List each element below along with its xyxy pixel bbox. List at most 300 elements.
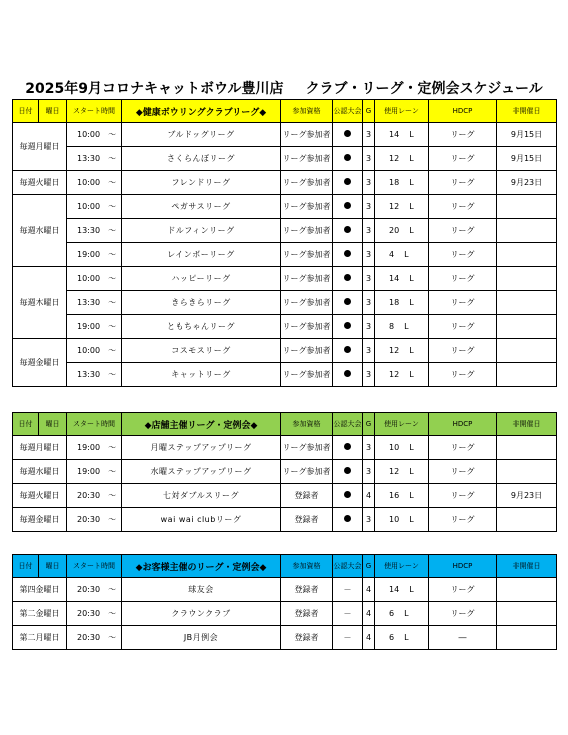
lane-cell <box>375 602 429 626</box>
start-time: 10:00 <box>77 346 101 355</box>
hdcp-cell: リーグ <box>429 243 497 267</box>
closed-date-cell <box>497 436 557 460</box>
closed-date-cell <box>497 315 557 339</box>
game-count: 3 <box>363 339 375 363</box>
official-cell <box>333 243 363 267</box>
table-row <box>13 243 557 267</box>
league-name: フレンドリーグ <box>122 171 281 195</box>
start-time: 20:30 <box>77 515 101 524</box>
league-name: ドルフィンリーグ <box>122 219 281 243</box>
game-count: 4 <box>363 626 375 650</box>
header-row <box>13 413 557 436</box>
lane-count: 14 <box>389 130 400 139</box>
participation-cell: 登録者 <box>281 578 333 602</box>
hdcp-cell: リーグ <box>429 363 497 387</box>
table-row <box>13 219 557 243</box>
start-time: 10:00 <box>77 274 101 283</box>
participation-cell: リーグ参加者 <box>281 123 333 147</box>
header-start: スタート時間 <box>67 555 122 578</box>
header-hdcp: HDCP <box>429 100 497 123</box>
header-start: スタート時間 <box>67 100 122 123</box>
official-dot-icon <box>344 154 351 161</box>
official-cell <box>333 508 363 532</box>
hdcp-cell: リーグ <box>429 578 497 602</box>
closed-date-cell <box>497 219 557 243</box>
game-count: 3 <box>363 363 375 387</box>
start-time: 10:00 <box>77 178 101 187</box>
header-date: 日付 <box>13 413 39 436</box>
league-name: コスモスリーグ <box>122 339 281 363</box>
lane-count: 6 <box>389 609 395 618</box>
day-cell: 第二金曜日 <box>13 602 67 626</box>
time-tilde: ～ <box>108 346 117 355</box>
lane-unit: L <box>409 346 414 355</box>
league-name: 七対ダブルスリーグ <box>122 484 281 508</box>
hdcp-cell: リーグ <box>429 219 497 243</box>
official-dot-icon <box>344 346 351 353</box>
start-time: 20:30 <box>77 609 101 618</box>
schedule-table <box>12 99 557 387</box>
game-count: 3 <box>363 267 375 291</box>
league-name: 球友会 <box>122 578 281 602</box>
start-time-cell <box>67 578 122 602</box>
official-dot-icon <box>344 467 351 474</box>
hdcp-cell: リーグ <box>429 171 497 195</box>
start-time: 19:00 <box>77 322 101 331</box>
lane-unit: L <box>409 154 414 163</box>
closed-date-cell <box>497 291 557 315</box>
lane-count: 20 <box>389 226 400 235</box>
official-mark: － <box>343 609 352 618</box>
table-row <box>13 291 557 315</box>
header-lane: 使用レーン <box>375 555 429 578</box>
participation-cell: リーグ参加者 <box>281 195 333 219</box>
lane-count: 18 <box>389 178 400 187</box>
time-tilde: ～ <box>108 491 117 500</box>
time-tilde: ～ <box>108 178 117 187</box>
lane-unit: L <box>404 609 409 618</box>
league-name: キャットリーグ <box>122 363 281 387</box>
official-dot-icon <box>344 370 351 377</box>
start-time-cell <box>67 508 122 532</box>
lane-cell <box>375 436 429 460</box>
official-dot-icon <box>344 298 351 305</box>
day-cell: 毎週火曜日 <box>13 484 67 508</box>
lane-unit: L <box>409 274 414 283</box>
start-time-cell <box>67 267 122 291</box>
hdcp-cell: リーグ <box>429 339 497 363</box>
schedule-table <box>12 554 557 650</box>
start-time: 13:30 <box>77 370 101 379</box>
official-cell <box>333 195 363 219</box>
official-dot-icon <box>344 178 351 185</box>
start-time-cell <box>67 626 122 650</box>
lane-count: 14 <box>389 585 400 594</box>
official-dot-icon <box>344 443 351 450</box>
day-cell: 毎週木曜日 <box>13 267 67 339</box>
closed-date-cell <box>497 602 557 626</box>
participation-cell: リーグ参加者 <box>281 147 333 171</box>
start-time-cell <box>67 602 122 626</box>
start-time: 20:30 <box>77 633 101 642</box>
hdcp-cell: リーグ <box>429 291 497 315</box>
official-cell <box>333 219 363 243</box>
lane-count: 8 <box>389 322 395 331</box>
header-hdcp: HDCP <box>429 413 497 436</box>
start-time-cell <box>67 243 122 267</box>
header-date: 日付 <box>13 100 39 123</box>
league-name: きらきらリーグ <box>122 291 281 315</box>
participation-cell: リーグ参加者 <box>281 291 333 315</box>
closed-date-cell: 9月15日 <box>497 123 557 147</box>
official-cell <box>333 171 363 195</box>
official-dot-icon <box>344 226 351 233</box>
header-closed: 非開催日 <box>497 555 557 578</box>
section-title: ◆お客様主催のリーグ・定例会◆ <box>122 555 281 578</box>
time-tilde: ～ <box>108 443 117 452</box>
league-name: クラウンクラブ <box>122 602 281 626</box>
header-official: 公認大会 <box>333 555 363 578</box>
league-name: 水曜ステップアップリーグ <box>122 460 281 484</box>
start-time: 13:30 <box>77 226 101 235</box>
hdcp-cell: ― <box>429 626 497 650</box>
game-count: 4 <box>363 484 375 508</box>
participation-cell: リーグ参加者 <box>281 315 333 339</box>
closed-date-cell <box>497 460 557 484</box>
day-cell: 毎週月曜日 <box>13 123 67 171</box>
closed-date-cell <box>497 363 557 387</box>
participation-cell: 登録者 <box>281 626 333 650</box>
header-g: G <box>363 555 375 578</box>
start-time-cell <box>67 219 122 243</box>
start-time: 20:30 <box>77 491 101 500</box>
lane-count: 12 <box>389 467 400 476</box>
lane-count: 18 <box>389 298 400 307</box>
start-time: 10:00 <box>77 202 101 211</box>
title-sub: クラブ・リーグ・定例会スケジュール <box>305 81 543 97</box>
lane-unit: L <box>409 130 414 139</box>
header-date: 日付 <box>13 555 39 578</box>
game-count: 3 <box>363 436 375 460</box>
hdcp-cell: リーグ <box>429 123 497 147</box>
lane-count: 10 <box>389 443 400 452</box>
lane-unit: L <box>409 467 414 476</box>
section-title: ◆店舗主催リーグ・定例会◆ <box>122 413 281 436</box>
lane-count: 6 <box>389 633 395 642</box>
table-row <box>13 147 557 171</box>
lane-unit: L <box>404 633 409 642</box>
time-tilde: ～ <box>108 467 117 476</box>
closed-date-cell: 9月23日 <box>497 171 557 195</box>
start-time: 13:30 <box>77 298 101 307</box>
header-weekday: 曜日 <box>39 100 67 123</box>
start-time-cell <box>67 195 122 219</box>
lane-count: 14 <box>389 274 400 283</box>
lane-unit: L <box>404 250 409 259</box>
time-tilde: ～ <box>108 274 117 283</box>
start-time-cell <box>67 363 122 387</box>
start-time: 13:30 <box>77 154 101 163</box>
game-count: 3 <box>363 508 375 532</box>
official-cell <box>333 291 363 315</box>
closed-date-cell <box>497 195 557 219</box>
day-cell: 毎週水曜日 <box>13 460 67 484</box>
time-tilde: ～ <box>108 226 117 235</box>
lane-cell <box>375 291 429 315</box>
participation-cell: 登録者 <box>281 484 333 508</box>
table-row <box>13 460 557 484</box>
lane-cell <box>375 578 429 602</box>
time-tilde: ～ <box>108 250 117 259</box>
hdcp-cell: リーグ <box>429 147 497 171</box>
time-tilde: ～ <box>108 515 117 524</box>
lane-cell <box>375 243 429 267</box>
official-dot-icon <box>344 515 351 522</box>
lane-cell <box>375 508 429 532</box>
game-count: 3 <box>363 123 375 147</box>
start-time-cell <box>67 171 122 195</box>
game-count: 3 <box>363 147 375 171</box>
hdcp-cell: リーグ <box>429 460 497 484</box>
hdcp-cell: リーグ <box>429 195 497 219</box>
day-cell: 毎週火曜日 <box>13 171 67 195</box>
day-cell: 第二月曜日 <box>13 626 67 650</box>
lane-cell <box>375 195 429 219</box>
participation-cell: 登録者 <box>281 508 333 532</box>
start-time: 19:00 <box>77 250 101 259</box>
official-cell <box>333 460 363 484</box>
closed-date-cell <box>497 508 557 532</box>
lane-unit: L <box>409 178 414 187</box>
time-tilde: ～ <box>108 633 117 642</box>
header-participation: 参加資格 <box>281 100 333 123</box>
lane-unit: L <box>409 298 414 307</box>
official-cell <box>333 123 363 147</box>
lane-cell <box>375 339 429 363</box>
official-dot-icon <box>344 322 351 329</box>
start-time-cell <box>67 460 122 484</box>
lane-cell <box>375 484 429 508</box>
day-cell: 毎週金曜日 <box>13 508 67 532</box>
game-count: 3 <box>363 243 375 267</box>
time-tilde: ～ <box>108 370 117 379</box>
start-time: 10:00 <box>77 130 101 139</box>
hdcp-cell: リーグ <box>429 267 497 291</box>
lane-cell <box>375 171 429 195</box>
section-title: ◆健康ボウリングクラブリーグ◆ <box>122 100 281 123</box>
header-lane: 使用レーン <box>375 100 429 123</box>
time-tilde: ～ <box>108 585 117 594</box>
closed-date-cell <box>497 626 557 650</box>
time-tilde: ～ <box>108 202 117 211</box>
hdcp-cell: リーグ <box>429 508 497 532</box>
header-start: スタート時間 <box>67 413 122 436</box>
lane-count: 12 <box>389 346 400 355</box>
header-closed: 非開催日 <box>497 100 557 123</box>
lane-count: 12 <box>389 202 400 211</box>
official-cell <box>333 484 363 508</box>
league-name: wai wai clubリーグ <box>122 508 281 532</box>
header-participation: 参加資格 <box>281 555 333 578</box>
lane-unit: L <box>409 585 414 594</box>
start-time: 19:00 <box>77 467 101 476</box>
league-name: JB月例会 <box>122 626 281 650</box>
lane-count: 4 <box>389 250 395 259</box>
lane-cell <box>375 219 429 243</box>
participation-cell: リーグ参加者 <box>281 339 333 363</box>
participation-cell: リーグ参加者 <box>281 219 333 243</box>
lane-count: 16 <box>389 491 400 500</box>
lane-cell <box>375 267 429 291</box>
game-count: 4 <box>363 578 375 602</box>
official-cell <box>333 363 363 387</box>
table-row <box>13 195 557 219</box>
start-time-cell <box>67 315 122 339</box>
participation-cell: リーグ参加者 <box>281 171 333 195</box>
table-row <box>13 508 557 532</box>
league-name: ブルドッグリーグ <box>122 123 281 147</box>
table-row <box>13 602 557 626</box>
game-count: 3 <box>363 171 375 195</box>
lane-cell <box>375 123 429 147</box>
header-weekday: 曜日 <box>39 555 67 578</box>
lane-unit: L <box>409 491 414 500</box>
header-official: 公認大会 <box>333 100 363 123</box>
hdcp-cell: リーグ <box>429 436 497 460</box>
table-row <box>13 315 557 339</box>
hdcp-cell: リーグ <box>429 315 497 339</box>
title-main: 2025年9月コロナキャットボウル豊川店 <box>25 81 284 97</box>
start-time-cell <box>67 123 122 147</box>
closed-date-cell <box>497 339 557 363</box>
lane-unit: L <box>409 202 414 211</box>
header-participation: 参加資格 <box>281 413 333 436</box>
header-row <box>13 100 557 123</box>
official-dot-icon <box>344 250 351 257</box>
header-g: G <box>363 413 375 436</box>
header-hdcp: HDCP <box>429 555 497 578</box>
start-time-cell <box>67 339 122 363</box>
participation-cell: リーグ参加者 <box>281 363 333 387</box>
table-row <box>13 339 557 363</box>
official-dot-icon <box>344 202 351 209</box>
hdcp-cell: リーグ <box>429 484 497 508</box>
participation-cell: リーグ参加者 <box>281 267 333 291</box>
header-weekday: 曜日 <box>39 413 67 436</box>
lane-count: 10 <box>389 515 400 524</box>
closed-date-cell <box>497 578 557 602</box>
time-tilde: ～ <box>108 298 117 307</box>
closed-date-cell: 9月23日 <box>497 484 557 508</box>
official-cell <box>333 147 363 171</box>
header-row <box>13 555 557 578</box>
official-cell <box>333 602 363 626</box>
official-mark: － <box>343 633 352 642</box>
official-cell <box>333 626 363 650</box>
participation-cell: リーグ参加者 <box>281 243 333 267</box>
league-name: 月曜ステップアップリーグ <box>122 436 281 460</box>
lane-unit: L <box>409 226 414 235</box>
closed-date-cell: 9月15日 <box>497 147 557 171</box>
closed-date-cell <box>497 267 557 291</box>
header-official: 公認大会 <box>333 413 363 436</box>
game-count: 3 <box>363 291 375 315</box>
lane-cell <box>375 315 429 339</box>
lane-cell <box>375 626 429 650</box>
league-name: ともちゃんリーグ <box>122 315 281 339</box>
league-name: ペガサスリーグ <box>122 195 281 219</box>
closed-date-cell <box>497 243 557 267</box>
official-cell <box>333 578 363 602</box>
official-dot-icon <box>344 130 351 137</box>
day-cell: 第四金曜日 <box>13 578 67 602</box>
game-count: 3 <box>363 219 375 243</box>
table-row <box>13 363 557 387</box>
time-tilde: ～ <box>108 322 117 331</box>
hdcp-cell: リーグ <box>429 602 497 626</box>
lane-count: 12 <box>389 370 400 379</box>
table-row <box>13 171 557 195</box>
game-count: 4 <box>363 602 375 626</box>
header-closed: 非開催日 <box>497 413 557 436</box>
lane-cell <box>375 147 429 171</box>
participation-cell: 登録者 <box>281 602 333 626</box>
time-tilde: ～ <box>108 130 117 139</box>
lane-count: 12 <box>389 154 400 163</box>
league-name: ハッピーリーグ <box>122 267 281 291</box>
lane-unit: L <box>409 443 414 452</box>
start-time-cell <box>67 436 122 460</box>
game-count: 3 <box>363 315 375 339</box>
table-row <box>13 484 557 508</box>
official-dot-icon <box>344 274 351 281</box>
table-row <box>13 578 557 602</box>
lane-unit: L <box>404 322 409 331</box>
schedule-table <box>12 412 557 532</box>
game-count: 3 <box>363 195 375 219</box>
start-time: 20:30 <box>77 585 101 594</box>
lane-unit: L <box>409 515 414 524</box>
table-row <box>13 123 557 147</box>
lane-cell <box>375 460 429 484</box>
day-cell: 毎週月曜日 <box>13 436 67 460</box>
game-count: 3 <box>363 460 375 484</box>
start-time-cell <box>67 291 122 315</box>
time-tilde: ～ <box>108 154 117 163</box>
participation-cell: リーグ参加者 <box>281 460 333 484</box>
page-title <box>0 78 568 98</box>
league-name: さくらんぼリーグ <box>122 147 281 171</box>
league-name: レインボーリーグ <box>122 243 281 267</box>
time-tilde: ～ <box>108 609 117 618</box>
header-lane: 使用レーン <box>375 413 429 436</box>
official-cell <box>333 436 363 460</box>
table-row <box>13 267 557 291</box>
official-cell <box>333 315 363 339</box>
official-mark: － <box>343 585 352 594</box>
lane-unit: L <box>409 370 414 379</box>
header-g: G <box>363 100 375 123</box>
official-dot-icon <box>344 491 351 498</box>
official-cell <box>333 267 363 291</box>
participation-cell: リーグ参加者 <box>281 436 333 460</box>
start-time-cell <box>67 484 122 508</box>
start-time: 19:00 <box>77 443 101 452</box>
table-row <box>13 626 557 650</box>
lane-cell <box>375 363 429 387</box>
start-time-cell <box>67 147 122 171</box>
day-cell: 毎週金曜日 <box>13 339 67 387</box>
